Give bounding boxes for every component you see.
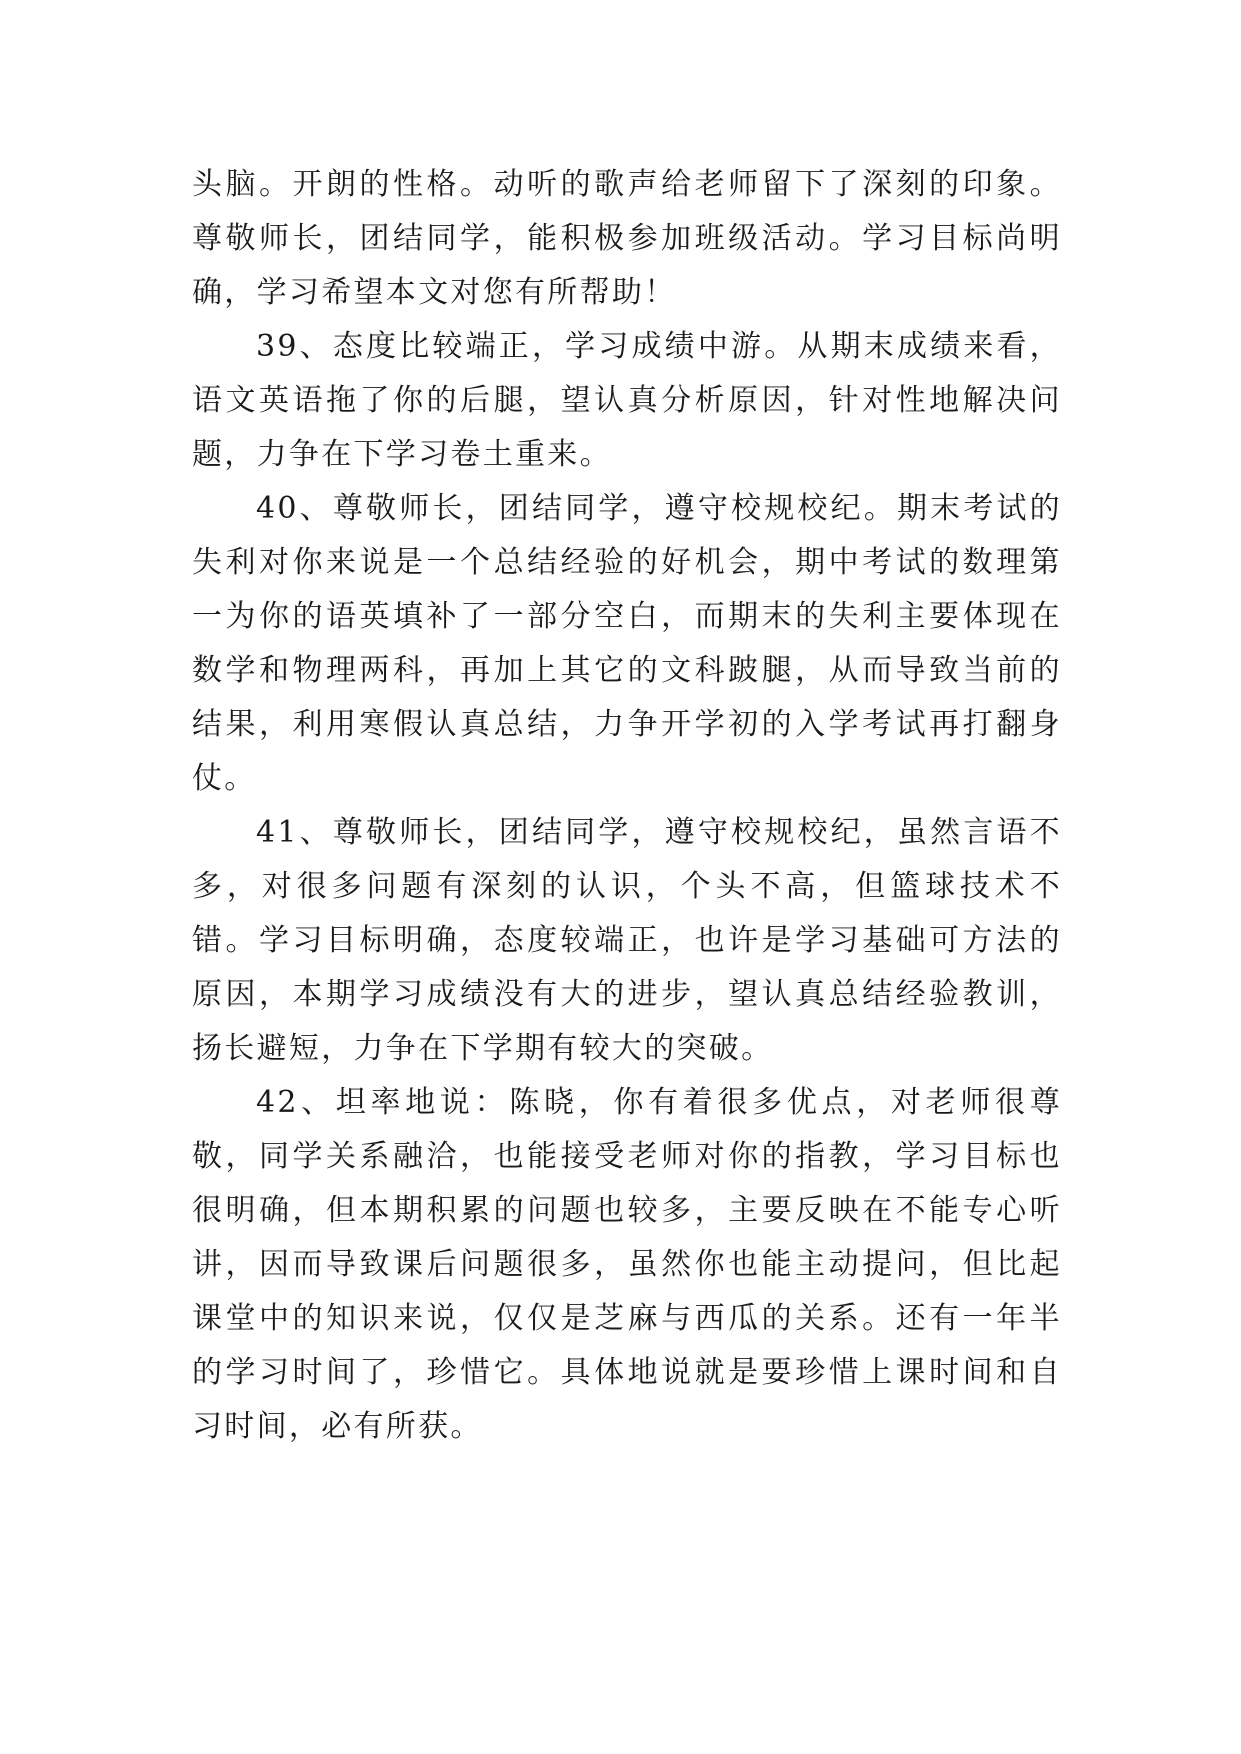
paragraph-continuation: 头脑。开朗的性格。动听的歌声给老师留下了深刻的印象。尊敬师长，团结同学，能积极参加班级活动。学习目标尚明确，学习希望本文对您有所帮助！ bbox=[192, 167, 1062, 310]
paragraph-item-40: 40、尊敬师长，团结同学，遵守校规校纪。期末考试的失利对你来说是一个总结经验的好机会，期中考试的数理第一为你的语英填补了一部分空白，而期末的失利主要体现在数学和物理两科，再加上其它的文科跛腿，从而导致当前的结果，利用寒假认真总结，力争开学初的入学考试再打翻身仗。 bbox=[192, 491, 1062, 796]
document-body bbox=[192, 158, 1062, 1454]
paragraph-item-41: 41、尊敬师长，团结同学，遵守校规校纪，虽然言语不多，对很多问题有深刻的认识，个头不高，但篮球技术不错。学习目标明确，态度较端正，也许是学习基础可方法的原因，本期学习成绩没有大的进步，望认真总结经验教训，扬长避短，力争在下学期有较大的突破。 bbox=[192, 815, 1062, 1066]
paragraph-item-39: 39、态度比较端正，学习成绩中游。从期末成绩来看，语文英语拖了你的后腿，望认真分析原因，针对性地解决问题，力争在下学习卷土重来。 bbox=[192, 329, 1062, 472]
paragraph-item-42: 42、坦率地说：陈晓，你有着很多优点，对老师很尊敬，同学关系融洽，也能接受老师对你的指教，学习目标也很明确，但本期积累的问题也较多，主要反映在不能专心听讲，因而导致课后问题很多，虽然你也能主动提问，但比起课堂中的知识来说，仅仅是芝麻与西瓜的关系。还有一年半的学习时间了，珍惜它。具体地说就是要珍惜上课时间和自习时间，必有所获。 bbox=[192, 1085, 1062, 1444]
